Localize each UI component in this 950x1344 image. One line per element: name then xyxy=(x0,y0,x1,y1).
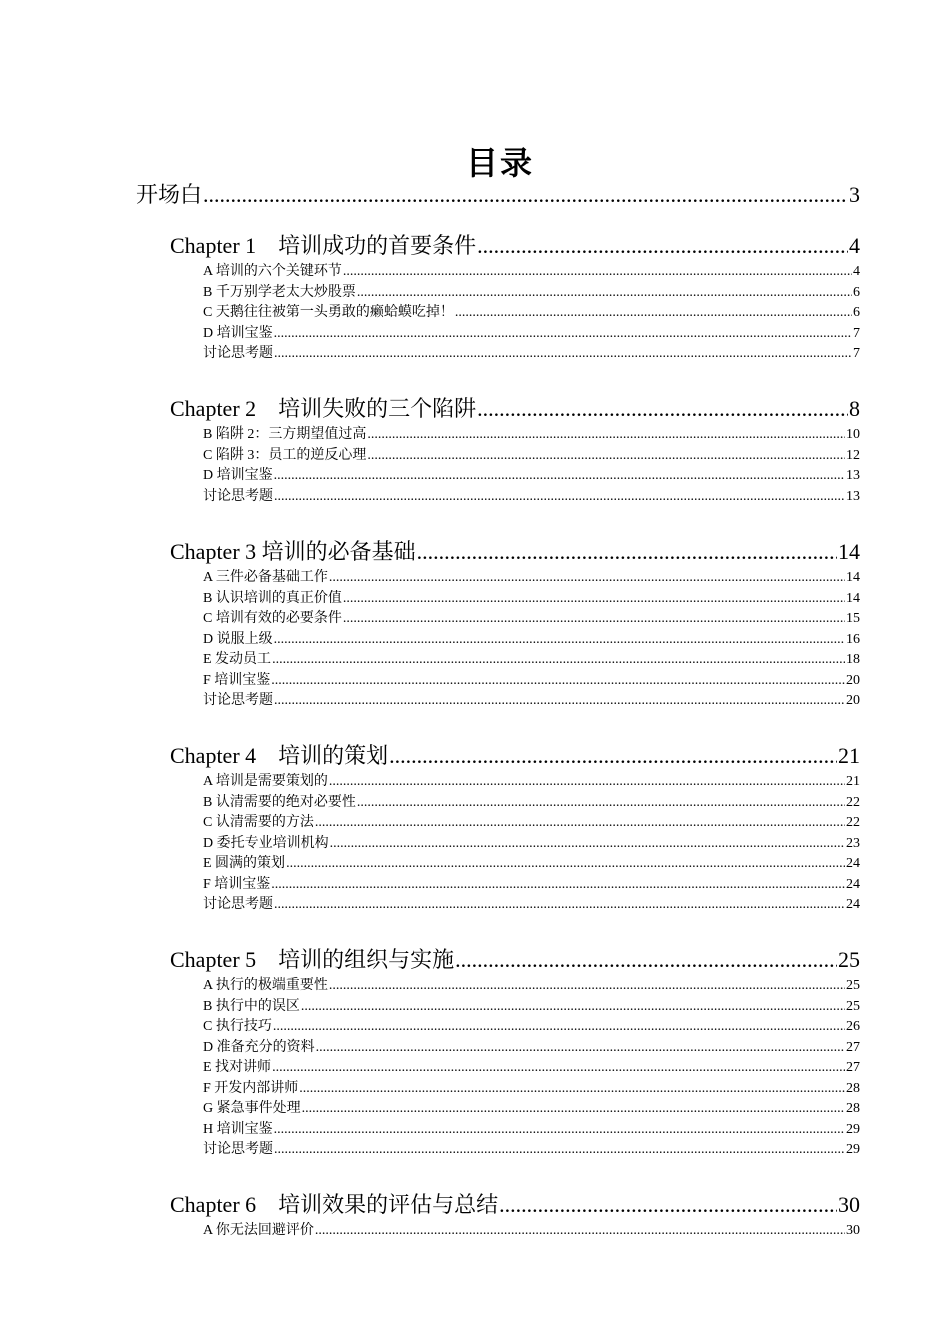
toc-chapter-entry[interactable] xyxy=(170,943,860,974)
toc-section-label: A 培训的六个关键环节 xyxy=(203,264,342,279)
toc-section-entry[interactable] xyxy=(203,791,860,811)
toc-section-label: E 圆满的策划 xyxy=(203,856,286,871)
toc-section-entry[interactable] xyxy=(203,669,860,689)
toc-section-label: C 认清需要的方法 xyxy=(203,815,314,830)
toc-section-label: 讨论思考题 xyxy=(203,897,273,912)
toc-leader-dots xyxy=(455,305,852,321)
toc-section-page: 29 xyxy=(846,1142,860,1157)
toc-section-entry[interactable] xyxy=(203,566,860,586)
toc-chapter-label: Chapter 1 培训成功的首要条件 xyxy=(170,233,477,258)
toc-leader-dots xyxy=(274,632,845,648)
toc-leader-dots xyxy=(357,285,852,301)
toc-section-page: 14 xyxy=(846,590,860,606)
toc-section-label: A 你无法回避评价 xyxy=(203,1223,314,1238)
toc-section-page: 10 xyxy=(846,427,860,442)
toc-section-label: C 执行技巧 xyxy=(203,1019,272,1034)
toc-section-entry[interactable] xyxy=(203,342,860,362)
toc-chapter-page: 8 xyxy=(849,396,860,421)
toc-leader-dots xyxy=(329,978,845,994)
toc-leader-dots xyxy=(499,1192,837,1218)
toc-leader-dots xyxy=(367,427,845,443)
toc-leader-dots xyxy=(329,774,845,790)
toc-section-page: 27 xyxy=(846,1060,860,1075)
toc-leader-dots xyxy=(272,1060,845,1076)
toc-section-entry[interactable] xyxy=(203,281,860,301)
toc-leader-dots xyxy=(316,1040,845,1056)
toc-section-page: 7 xyxy=(853,346,860,361)
toc-section-label: 讨论思考题 xyxy=(203,1142,273,1157)
toc-section-page: 7 xyxy=(853,325,860,341)
toc-section-page: 15 xyxy=(846,611,860,626)
toc-leader-dots xyxy=(455,947,837,973)
toc-section-label: B 陷阱 2：三方期望值过高 xyxy=(203,427,367,442)
toc-section-page: 13 xyxy=(846,468,860,483)
toc-leader-dots xyxy=(417,539,837,565)
toc-chapter-entry[interactable] xyxy=(170,1188,860,1219)
toc-section-page: 21 xyxy=(846,774,860,789)
toc-section-entry[interactable] xyxy=(203,770,860,790)
toc-section-entry[interactable] xyxy=(203,832,860,852)
toc-section-label: D 委托专业培训机构 xyxy=(203,835,329,851)
toc-chapter-page: 25 xyxy=(838,947,860,972)
toc-chapter-entry[interactable] xyxy=(170,739,860,770)
toc-section-page: 20 xyxy=(846,672,860,688)
toc-section-page: 20 xyxy=(846,693,860,708)
toc-section-page: 24 xyxy=(846,876,860,892)
toc-leader-dots xyxy=(203,182,848,208)
toc-leader-dots xyxy=(315,815,845,831)
toc-section-label: B 认清需要的绝对必要性 xyxy=(203,794,356,810)
toc-leader-dots xyxy=(389,743,837,769)
toc-chapter-entry[interactable] xyxy=(170,229,860,260)
toc-section-entry[interactable] xyxy=(203,1097,860,1117)
toc-entry-label: 开场白 xyxy=(136,182,203,207)
toc-section-entry[interactable] xyxy=(203,1118,860,1138)
toc-leader-dots xyxy=(315,1223,845,1239)
toc-section-entry[interactable] xyxy=(203,444,860,464)
toc-section-page: 24 xyxy=(846,897,860,912)
toc-section-label: D 准备充分的资料 xyxy=(203,1039,315,1055)
toc-leader-dots xyxy=(477,233,848,259)
toc-section-entry[interactable] xyxy=(203,1077,860,1097)
toc-section-entry[interactable] xyxy=(203,811,860,831)
toc-section-entry[interactable] xyxy=(203,689,860,709)
toc-leader-dots xyxy=(274,1142,845,1158)
toc-section-entry[interactable] xyxy=(203,1056,860,1076)
toc-section-entry[interactable] xyxy=(203,587,860,607)
toc-section-page: 28 xyxy=(846,1080,860,1096)
toc-section-page: 30 xyxy=(846,1223,860,1238)
toc-section-label: F 培训宝鉴 xyxy=(203,672,271,688)
toc-entry-opening[interactable] xyxy=(136,178,860,209)
toc-section-page: 12 xyxy=(846,447,860,463)
toc-section-label: 讨论思考题 xyxy=(203,346,273,361)
toc-section-label: B 执行中的误区 xyxy=(203,998,300,1014)
toc-leader-dots xyxy=(273,1019,845,1035)
toc-section-label: 讨论思考题 xyxy=(203,693,273,708)
toc-section-label: C 陷阱 3：员工的逆反心理 xyxy=(203,447,367,463)
toc-section-entry[interactable] xyxy=(203,628,860,648)
toc-leader-dots xyxy=(343,611,845,627)
toc-section-label: E 发动员工 xyxy=(203,652,272,667)
toc-section-page: 6 xyxy=(853,305,860,320)
toc-leader-dots xyxy=(271,673,845,689)
toc-section-label: D 培训宝鉴 xyxy=(203,325,273,341)
toc-leader-dots xyxy=(330,836,845,852)
toc-section-label: H 培训宝鉴 xyxy=(203,1121,273,1137)
toc-section-label: C 培训有效的必要条件 xyxy=(203,611,342,626)
toc-leader-dots xyxy=(477,396,848,422)
toc-chapter-entry[interactable] xyxy=(170,392,860,423)
toc-section-entry[interactable] xyxy=(203,648,860,668)
toc-leader-dots xyxy=(286,856,845,872)
toc-section-page: 25 xyxy=(846,998,860,1014)
toc-section-entry[interactable] xyxy=(203,1138,860,1158)
toc-leader-dots xyxy=(274,693,845,709)
toc-chapter-label: Chapter 5 培训的组织与实施 xyxy=(170,947,455,972)
toc-chapter-label: Chapter 6 培训效果的评估与总结 xyxy=(170,1192,499,1217)
toc-leader-dots xyxy=(357,795,845,811)
toc-section-page: 14 xyxy=(846,570,860,585)
toc-section-entry[interactable] xyxy=(203,485,860,505)
toc-chapter-entry[interactable] xyxy=(170,535,860,566)
toc-section-label: C 天鹅往往被第一头勇敢的癞蛤蟆吃掉！ xyxy=(203,305,454,320)
toc-leader-dots xyxy=(343,591,845,607)
toc-leader-dots xyxy=(274,346,852,362)
toc-section-entry[interactable] xyxy=(203,1036,860,1056)
toc-chapter-page: 4 xyxy=(849,233,860,258)
toc-section-entry[interactable] xyxy=(203,607,860,627)
toc-leader-dots xyxy=(274,468,845,484)
toc-leader-dots xyxy=(302,1101,845,1117)
toc-section-entry[interactable] xyxy=(203,464,860,484)
toc-leader-dots xyxy=(272,652,845,668)
toc-section-page: 22 xyxy=(846,794,860,810)
toc-chapter-page: 14 xyxy=(838,539,860,564)
toc-section-label: D 培训宝鉴 xyxy=(203,468,273,483)
toc-section-label: F 培训宝鉴 xyxy=(203,876,271,892)
toc-section-label: D 说服上级 xyxy=(203,631,273,647)
toc-section-page: 4 xyxy=(853,264,860,279)
toc-section-label: F 开发内部讲师 xyxy=(203,1080,299,1096)
toc-leader-dots xyxy=(367,448,845,464)
toc-leader-dots xyxy=(274,489,845,505)
toc-section-entry[interactable] xyxy=(203,852,860,872)
toc-section-page: 6 xyxy=(853,284,860,300)
toc-section-label: B 千万别学老太大炒股票 xyxy=(203,284,356,300)
toc-section-label: A 三件必备基础工作 xyxy=(203,570,328,585)
toc-section-entry[interactable] xyxy=(203,1219,860,1239)
toc-section-entry[interactable] xyxy=(203,974,860,994)
toc-title: 目录 xyxy=(465,145,534,181)
toc-chapter-label: Chapter 2 培训失败的三个陷阱 xyxy=(170,396,477,421)
toc-chapter-page: 21 xyxy=(838,743,860,768)
toc-leader-dots xyxy=(271,877,845,893)
toc-section-label: A 培训是需要策划的 xyxy=(203,774,328,789)
toc-leader-dots xyxy=(274,326,852,342)
toc-leader-dots xyxy=(299,1081,845,1097)
toc-section-label: 讨论思考题 xyxy=(203,488,273,504)
toc-chapter-label: Chapter 4 培训的策划 xyxy=(170,743,389,768)
toc-section-page: 27 xyxy=(846,1039,860,1055)
toc-section-page: 26 xyxy=(846,1019,860,1034)
toc-leader-dots xyxy=(343,264,852,280)
toc-section-label: E 找对讲师 xyxy=(203,1060,272,1075)
toc-section-page: 22 xyxy=(846,815,860,830)
toc-section-entry[interactable] xyxy=(203,423,860,443)
toc-section-page: 23 xyxy=(846,835,860,851)
toc-section-page: 28 xyxy=(846,1101,860,1116)
toc-section-entry[interactable] xyxy=(203,301,860,321)
toc-section-entry[interactable] xyxy=(203,1015,860,1035)
toc-leader-dots xyxy=(274,897,845,913)
toc-section-entry[interactable] xyxy=(203,322,860,342)
toc-section-page: 25 xyxy=(846,978,860,993)
toc-leader-dots xyxy=(301,999,845,1015)
toc-section-label: B 认识培训的真正价值 xyxy=(203,590,342,606)
toc-section-page: 18 xyxy=(846,652,860,667)
toc-section-page: 16 xyxy=(846,631,860,647)
toc-section-entry[interactable] xyxy=(203,260,860,280)
toc-section-entry[interactable] xyxy=(203,995,860,1015)
toc-section-entry[interactable] xyxy=(203,893,860,913)
toc-chapter-page: 30 xyxy=(838,1192,860,1217)
toc-chapter-label: Chapter 3 培训的必备基础 xyxy=(170,539,416,564)
toc-entry-page: 3 xyxy=(849,182,860,207)
toc-leader-dots xyxy=(329,570,845,586)
toc-section-page: 13 xyxy=(846,488,860,504)
toc-section-entry[interactable] xyxy=(203,873,860,893)
toc-section-label: A 执行的极端重要性 xyxy=(203,978,328,993)
toc-section-label: G 紧急事件处理 xyxy=(203,1101,301,1116)
toc-section-page: 29 xyxy=(846,1121,860,1137)
toc-leader-dots xyxy=(274,1122,845,1138)
toc-section-page: 24 xyxy=(846,856,860,871)
